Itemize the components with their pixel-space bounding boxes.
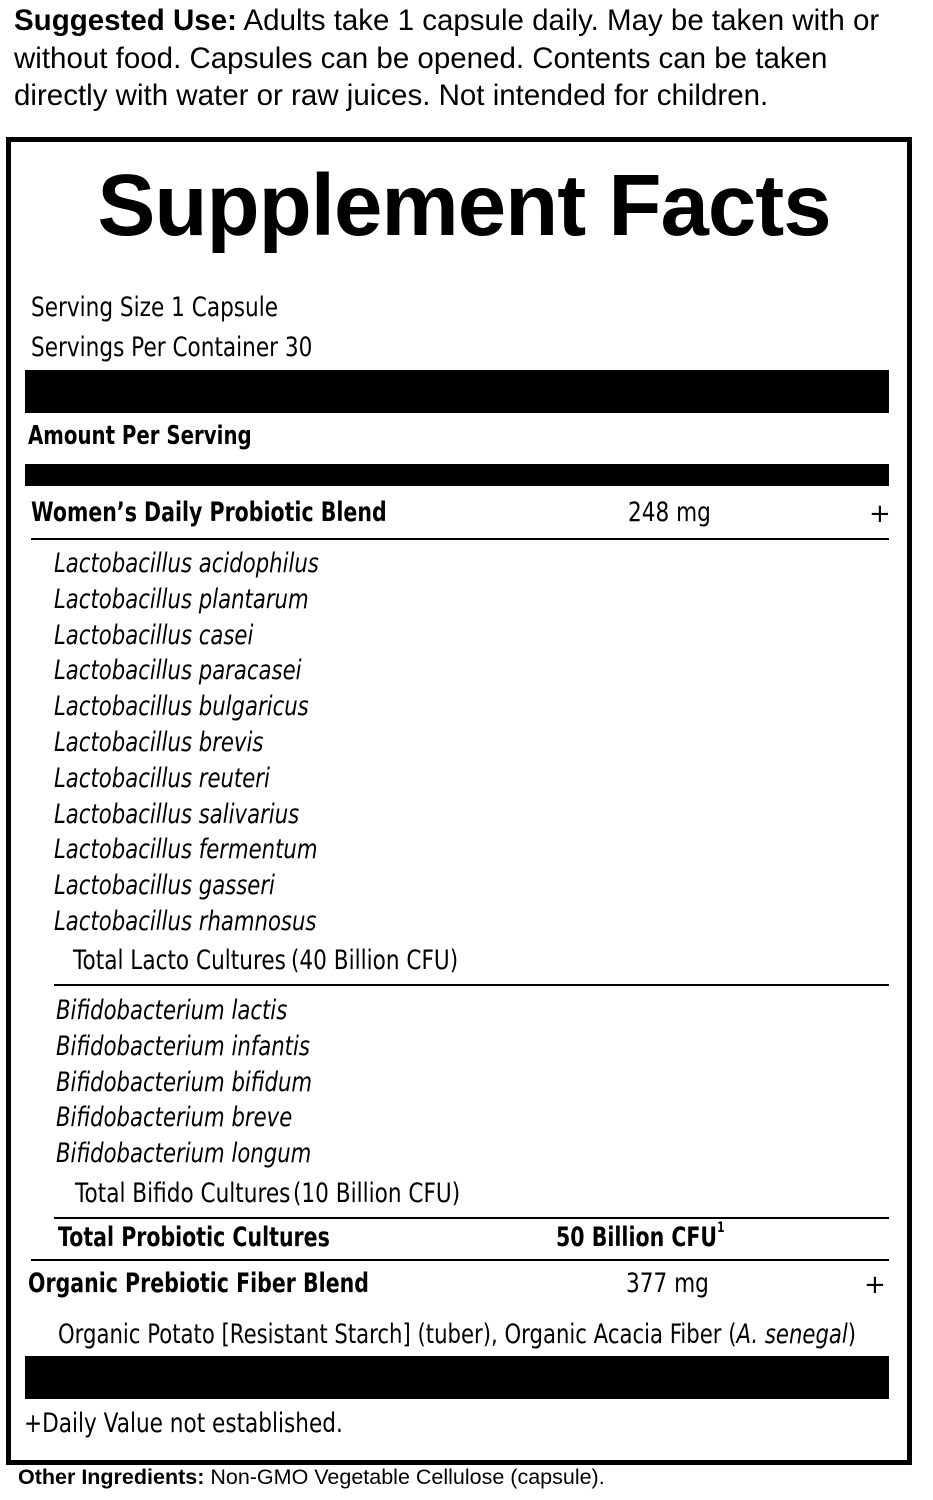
fiber-detail-a: Organic Potato [Resistant Starch] (tuber), Organic Acacia Fiber ( [58, 1319, 737, 1350]
lacto-total-value: (40 Billion CFU) [291, 945, 459, 976]
list-item: Lactobacillus paracasei [54, 655, 302, 687]
total-probiotic-amount: 50 Billion CFU [556, 1222, 718, 1253]
thin-rule-lacto [54, 984, 889, 986]
thin-rule-blend [31, 538, 889, 540]
blend-dv: + [869, 499, 891, 529]
blend-amount: 248 mg [628, 497, 711, 528]
footnote-symbol: + [24, 1408, 43, 1439]
thin-rule-total [31, 1259, 889, 1261]
list-item: Bifidobacterium breve [56, 1102, 293, 1134]
bifido-total-value: (10 Billion CFU) [293, 1178, 461, 1209]
servings-per-container: Servings Per Container 30 [31, 332, 313, 363]
fiber-detail-b: A. senegal [736, 1319, 848, 1350]
list-item: Lactobacillus reuteri [54, 762, 270, 794]
fiber-detail [58, 1319, 856, 1350]
thick-rule-top [25, 370, 889, 413]
serving-size: Serving Size 1 Capsule [31, 292, 279, 323]
list-item: Lactobacillus casei [54, 619, 254, 651]
fiber-amount: 377 mg [626, 1268, 709, 1299]
daily-value-footnote [24, 1408, 343, 1439]
fiber-dv: + [864, 1270, 886, 1300]
total-probiotic-label: Total Probiotic Cultures [58, 1222, 330, 1253]
suggested-use-label: Suggested Use: [14, 4, 237, 37]
footnote-text: Daily Value not established. [42, 1408, 343, 1439]
bifido-total-label: Total Bifido Cultures [75, 1178, 291, 1209]
list-item: Lactobacillus gasseri [54, 870, 275, 902]
suggested-use-text: Adults take 1 capsule daily. May be taken with or without food. Capsules can be opened. Contents can be taken directly with water or raw juices. Not intended for children. [14, 4, 880, 112]
list-item: Lactobacillus rhamnosus [54, 905, 317, 937]
lacto-strain-list [54, 546, 319, 940]
suggested-use [14, 2, 929, 115]
amount-per-serving: Amount Per Serving [28, 421, 252, 451]
medium-rule [25, 464, 889, 486]
list-item: Bifidobacterium infantis [56, 1030, 310, 1062]
blend-name: Women’s Daily Probiotic Blend [31, 497, 387, 528]
thick-rule-bottom [25, 1356, 889, 1399]
fiber-detail-c: ) [847, 1319, 857, 1350]
list-item: Lactobacillus salivarius [54, 798, 300, 830]
total-probiotic-value [556, 1222, 724, 1253]
list-item: Lactobacillus acidophilus [54, 548, 319, 579]
bifido-strain-list [56, 993, 312, 1172]
list-item: Bifidobacterium bifidum [56, 1066, 313, 1098]
other-ingredients-text: Non-GMO Vegetable Cellulose (capsule). [204, 1465, 605, 1489]
list-item: Lactobacillus plantarum [54, 583, 309, 615]
list-item: Bifidobacterium longum [56, 1138, 312, 1170]
list-item: Lactobacillus bulgaricus [54, 691, 309, 723]
thin-rule-bifido [54, 1217, 889, 1219]
panel-title: Supplement Facts [97, 157, 831, 254]
list-item: Lactobacillus fermentum [54, 834, 318, 866]
other-ingredients [18, 1465, 605, 1490]
fiber-name: Organic Prebiotic Fiber Blend [28, 1268, 369, 1299]
list-item: Lactobacillus brevis [54, 726, 264, 758]
supplement-facts-panel [6, 137, 912, 1465]
footnote-marker: 1 [717, 1220, 725, 1236]
list-item: Bifidobacterium lactis [56, 995, 288, 1026]
lacto-total-label: Total Lacto Cultures [73, 945, 286, 976]
other-ingredients-label: Other Ingredients: [18, 1465, 205, 1489]
